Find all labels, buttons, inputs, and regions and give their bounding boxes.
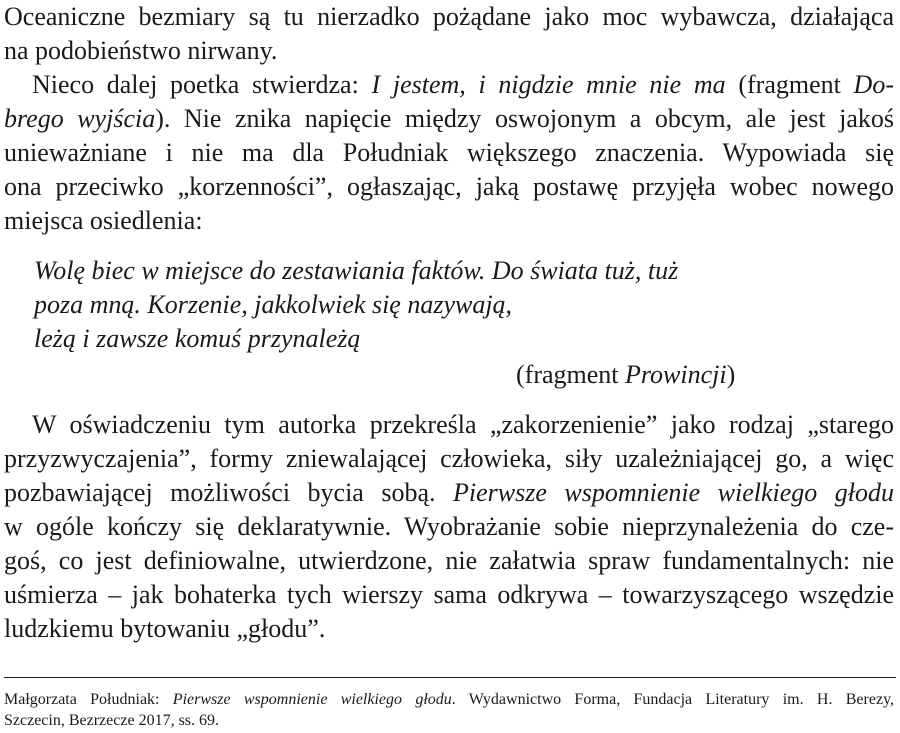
paragraph-2-line-4: ona przeciwko „korzenności”, ogłaszając, jaką postawę przyjęła wobec nowego: [4, 172, 894, 201]
poem-source: [516, 358, 735, 392]
paragraph-3-line-6: uśmierza – jak bohaterka tych wierszy sama odkrywa – towarzyszącego wszędzie: [4, 580, 894, 609]
text-run: ): [726, 360, 736, 389]
paragraph-2-line-5: miejsca osiedlenia:: [4, 206, 203, 235]
title-italic: brego wyjścia: [4, 104, 156, 133]
text-run: ). Nie znika napięcie między oswojonym a obcym, ale jest jakoś: [155, 104, 894, 133]
paragraph-2-line-1: [4, 68, 894, 102]
paragraph-1-line-2: na podobieństwo nirwany.: [4, 36, 278, 65]
title-italic: Pierwsze wspomnienie wielkiego głodu: [453, 478, 894, 507]
paragraph-3-line-3: [4, 476, 894, 510]
text-run: (fragment: [516, 360, 626, 389]
paragraph-3-line-7: ludzkiemu bytowaniu „głodu”.: [4, 614, 326, 643]
paragraph-3-line-1: W oświadczeniu tym autorka przekreśla „zakorzenienie” jako rodzaj „starego: [32, 410, 894, 439]
text-run: Małgorzata Południak:: [4, 691, 173, 708]
title-italic: Do-: [853, 70, 894, 99]
poem-line-2: poza mną. Korzenie, jakkolwiek się nazywają,: [34, 290, 513, 319]
paragraph-3-line-4: w ogóle kończy się deklaratywnie. Wyobrażanie sobie nieprzynależenia do cze-: [4, 512, 894, 541]
paragraph-3-line-5: goś, co jest definiowalne, utwierdzone, nie załatwia spraw fundamentalnych: nie: [4, 546, 894, 575]
footnote-divider: [4, 677, 896, 678]
text-run: (fragment: [725, 70, 854, 99]
poem-line-1: Wolę biec w miejsce do zestawiania faktów. Do świata tuż, tuż: [34, 256, 679, 285]
paragraph-2-line-3: unieważniane i nie ma dla Południak większego znaczenia. Wypowiada się: [4, 138, 894, 167]
quote-italic: I jestem, i nigdzie mnie nie ma: [371, 70, 726, 99]
paragraph-2-line-2: [4, 102, 894, 136]
title-italic: Pierwsze wspomnienie wielkiego głodu: [172, 691, 452, 708]
text-run: pozbawiającej możliwości bycia sobą.: [4, 478, 453, 507]
paragraph-3-line-2: przyzwyczajenia”, formy zniewalającej człowieka, siły uzależniającej go, a więc: [4, 444, 894, 473]
footnote-line-1: [4, 690, 894, 710]
paragraph-1-line-1: Oceaniczne bezmiary są tu nierzadko pożądane jako moc wybawcza, działająca: [4, 2, 894, 31]
text-run: . Wydawnictwo Forma, Fundacja Literatury im. H. Berezy,: [451, 691, 895, 708]
text-run: Nieco dalej poetka stwierdza:: [32, 70, 372, 99]
footnote-line-2: Szczecin, Bezrzecze 2017, ss. 69.: [4, 712, 220, 729]
poem-line-3: leżą i zawsze komuś przynależą: [34, 324, 361, 353]
title-italic: Prowincji: [625, 360, 727, 389]
